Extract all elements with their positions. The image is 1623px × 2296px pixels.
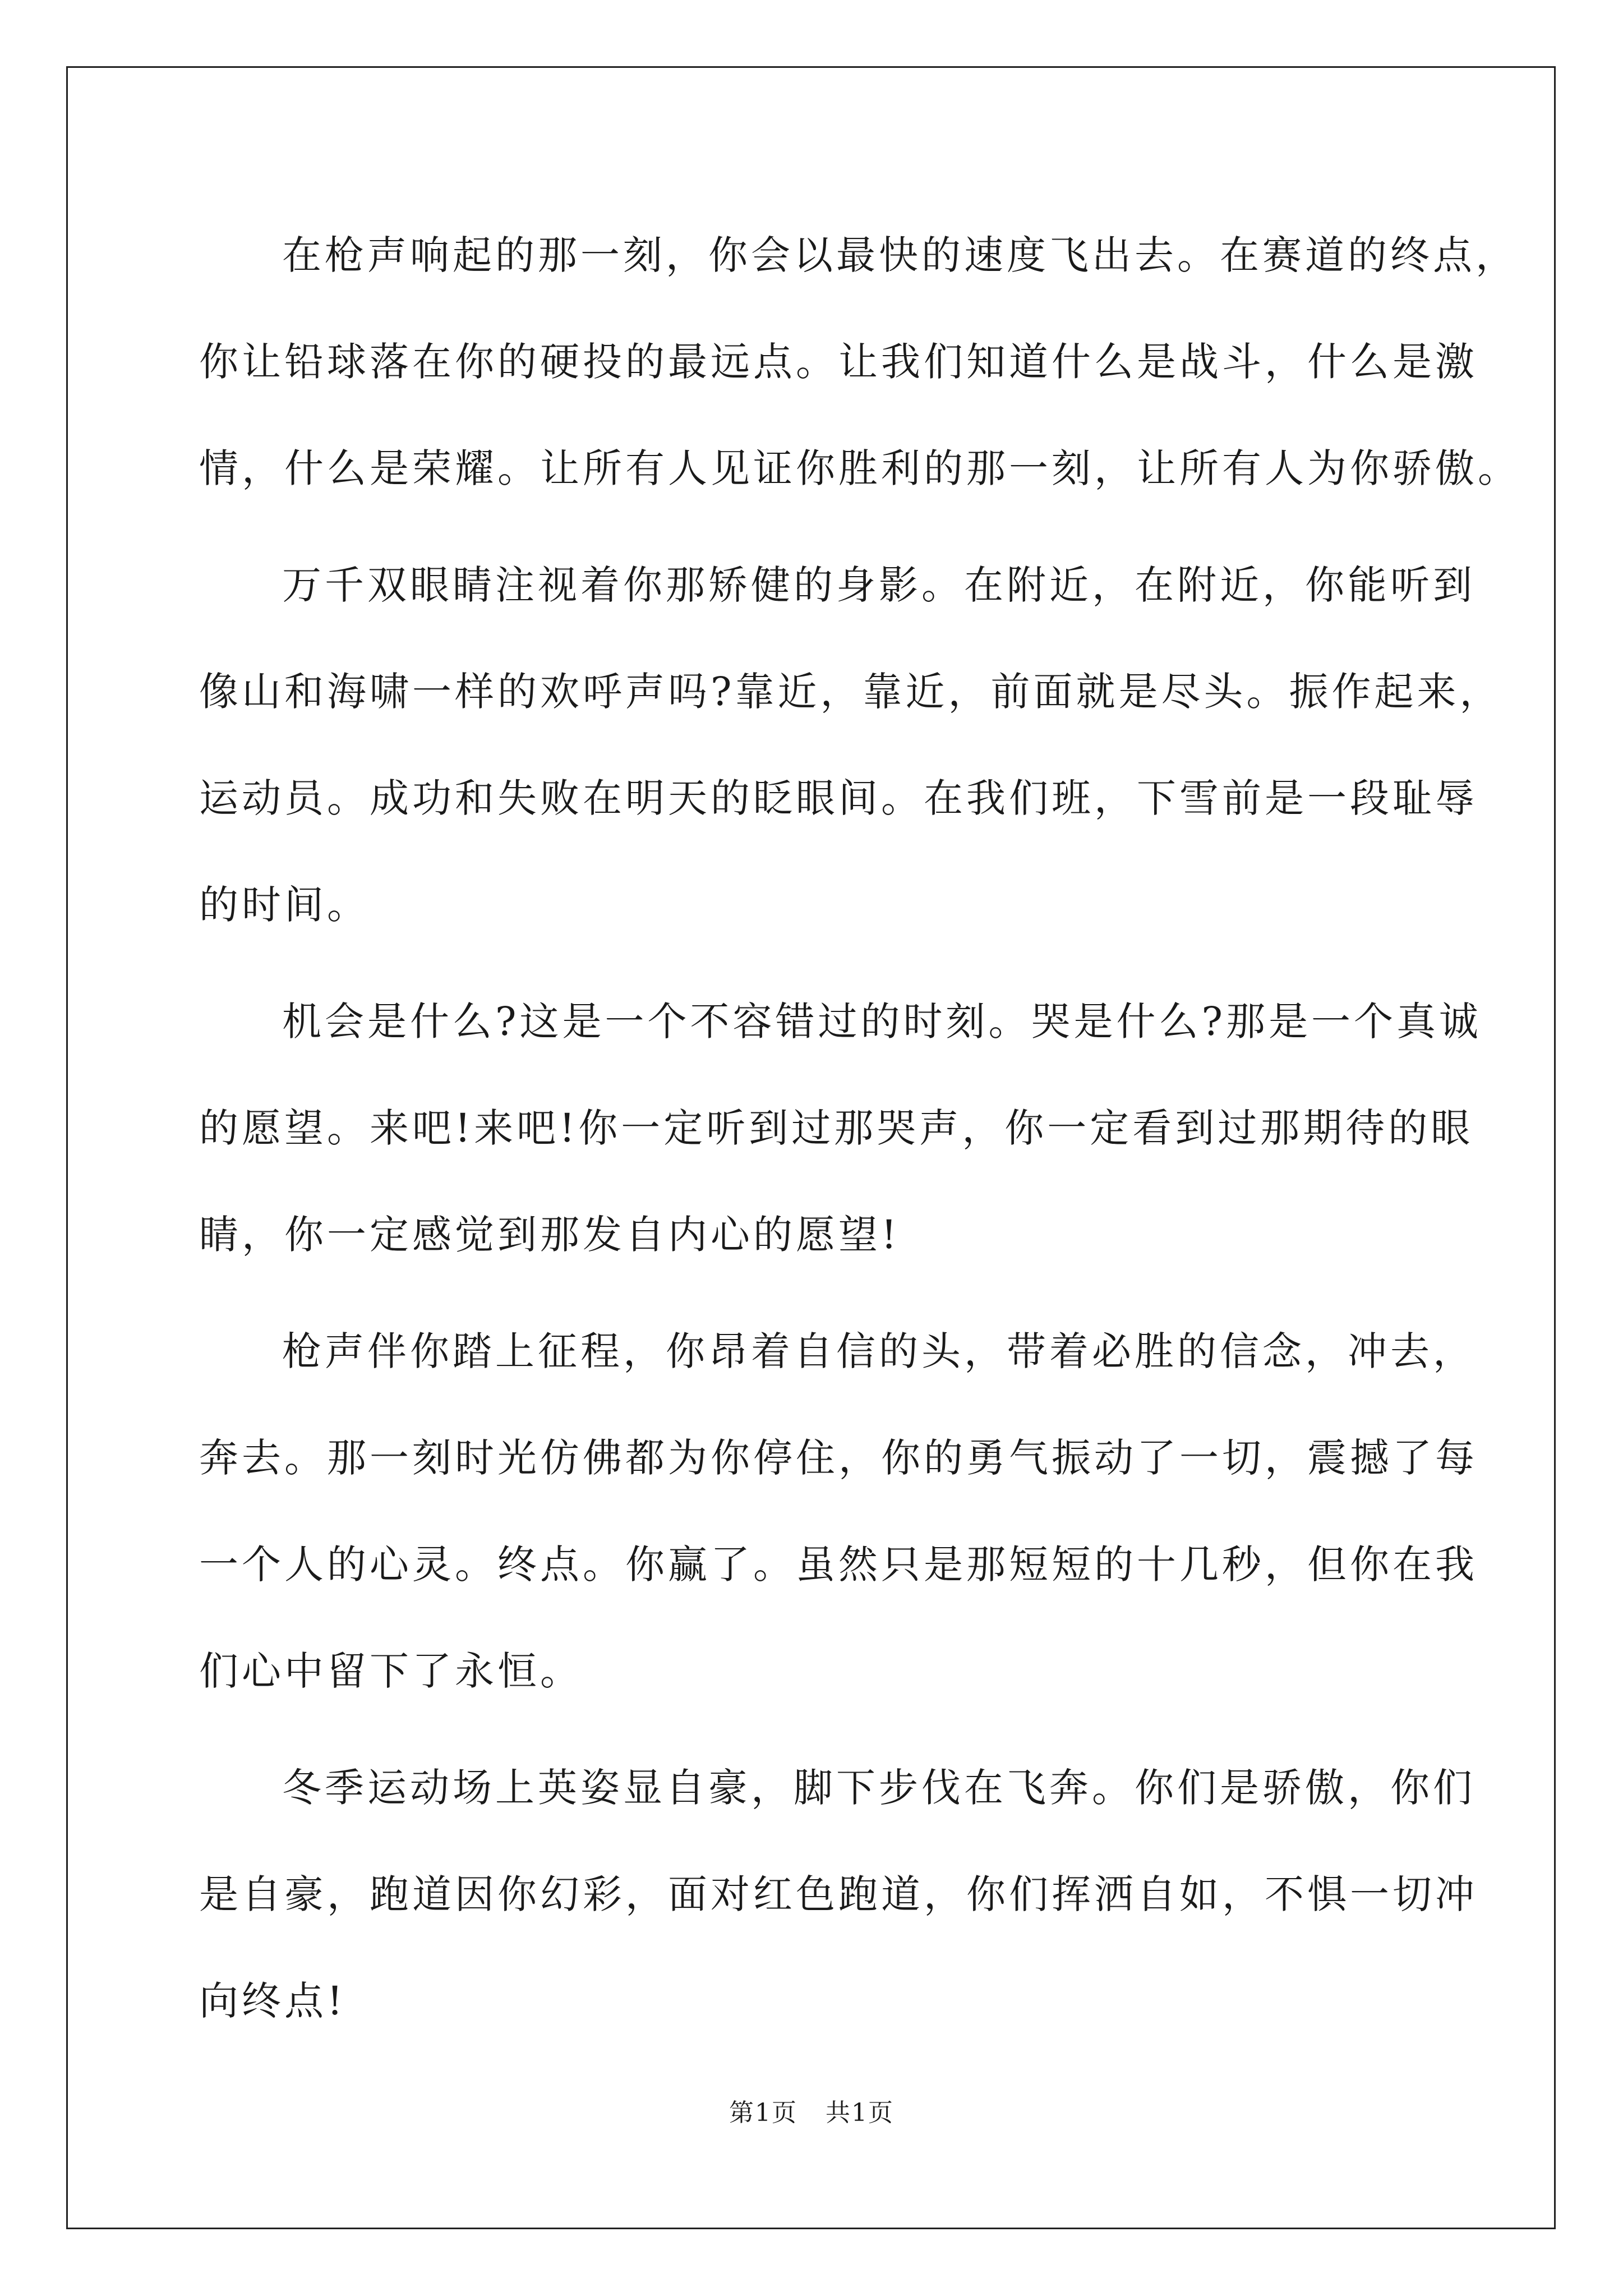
text-line: 像山和海啸一样的欢呼声吗?靠近，靠近，前面就是尽头。振作起来， (199, 669, 1502, 715)
paragraph-4 (199, 1298, 1478, 1724)
page-footer (0, 2092, 1623, 2128)
text-line: 枪声伴你踏上征程，你昂着自信的头，带着必胜的信念，冲去， (282, 1328, 1476, 1374)
page-total: 共1页 (826, 2099, 894, 2127)
document-body (199, 202, 1520, 2064)
paragraph-1 (199, 202, 1520, 522)
text-line: 一个人的心灵。终点。你赢了。虽然只是那短短的十几秒，但你在我 (199, 1542, 1478, 1588)
text-line: 奔去。那一刻时光仿佛都为你停住，你的勇气振动了一切，震撼了每 (199, 1435, 1478, 1481)
text-line: 的愿望。来吧!来吧!你一定听到过那哭声，你一定看到过那期待的眼 (199, 1105, 1474, 1151)
text-line: 在枪声响起的那一刻，你会以最快的速度飞出去。在赛道的终点， (282, 232, 1518, 278)
paragraph-5 (199, 1734, 1478, 2054)
page-number: 第1页 (729, 2099, 797, 2127)
text-line: 万千双眼睛注视着你那矫健的身影。在附近，在附近，你能听到 (282, 562, 1476, 608)
text-line: 的时间。 (199, 882, 370, 928)
paragraph-2 (199, 532, 1502, 958)
text-line: 冬季运动场上英姿显自豪，脚下步伐在飞奔。你们是骄傲，你们 (282, 1765, 1476, 1811)
text-line: 是自豪，跑道因你幻彩，面对红色跑道，你们挥洒自如，不惧一切冲 (199, 1871, 1478, 1917)
text-line: 睛，你一定感觉到那发自内心的愿望! (199, 1212, 901, 1258)
text-line: 机会是什么?这是一个不容错过的时刻。哭是什么?那是一个真诚 (282, 999, 1482, 1045)
text-line: 情，什么是荣耀。让所有人见证你胜利的那一刻，让所有人为你骄傲。 (199, 445, 1520, 491)
text-line: 运动员。成功和失败在明天的眨眼间。在我们班，下雪前是一段耻辱 (199, 775, 1478, 821)
text-line: 们心中留下了永恒。 (199, 1648, 583, 1694)
text-line: 向终点! (199, 1978, 347, 2024)
paragraph-3 (199, 968, 1482, 1288)
text-line: 你让铅球落在你的硬投的最远点。让我们知道什么是战斗，什么是激 (199, 339, 1478, 385)
